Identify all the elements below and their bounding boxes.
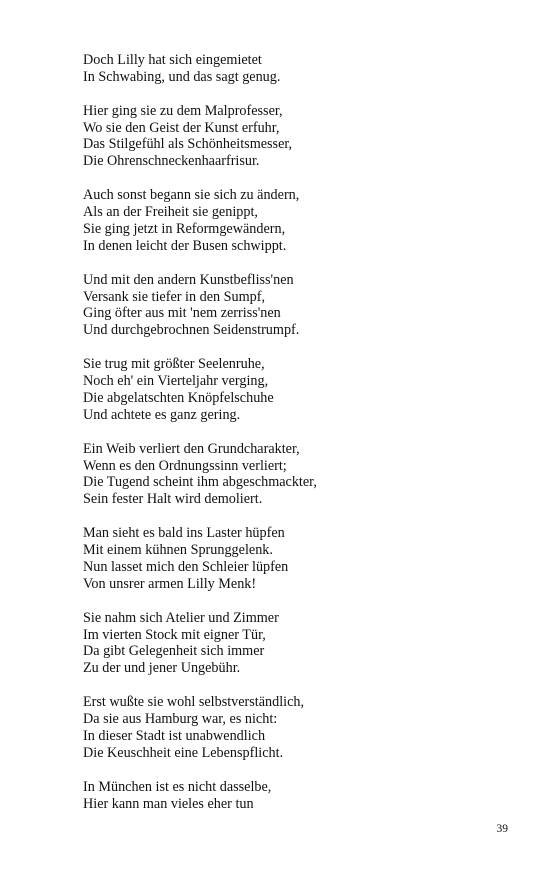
poem-line: Zu der und jener Ungebühr. <box>83 660 241 677</box>
poem-line: Sie ging jetzt in Reformgewändern, <box>83 220 286 237</box>
poem-line: Ging öfter aus mit 'nem zerriss'nen <box>83 305 281 322</box>
poem-line: Das Stilgefühl als Schönheitsmesser, <box>83 136 293 153</box>
poem-line: Sie trug mit größter Seelenruhe, <box>83 356 265 373</box>
poem-line: Sein fester Halt wird demoliert. <box>83 491 263 508</box>
poem-text <box>83 52 503 830</box>
poem-stanza <box>83 441 503 508</box>
poem-line: Und achtete es ganz gering. <box>83 406 241 423</box>
poem-line: Erst wußte sie wohl selbstverständlich, <box>83 694 305 711</box>
poem-line: Ein Weib verliert den Grundcharakter, <box>83 440 300 457</box>
poem-line: Und mit den andern Kunstbefliss'nen <box>83 271 294 288</box>
poem-line: Und durchgebrochnen Seidenstrumpf. <box>83 322 300 339</box>
poem-stanza <box>83 187 503 254</box>
poem-line: In denen leicht der Busen schwippt. <box>83 237 287 254</box>
poem-stanza <box>83 779 503 813</box>
poem-stanza <box>83 103 503 170</box>
poem-line: Die Tugend scheint ihm abgeschmackter, <box>83 474 317 491</box>
poem-line: Von unsrer armen Lilly Menk! <box>83 575 257 592</box>
poem-line: Doch Lilly hat sich eingemietet <box>83 52 262 68</box>
poem-line: Da sie aus Hamburg war, es nicht: <box>83 711 278 728</box>
poem-line: Mit einem kühnen Sprunggelenk. <box>83 542 273 559</box>
poem-line: Wo sie den Geist der Kunst erfuhr, <box>83 119 280 136</box>
poem-line: Hier kann man vieles eher tun <box>83 795 254 812</box>
poem-line: In München ist es nicht dasselbe, <box>83 778 272 795</box>
poem-stanza <box>83 356 503 423</box>
poem-line: Sie nahm sich Atelier und Zimmer <box>83 609 279 626</box>
poem-line: In Schwabing, und das sagt genug. <box>83 68 281 85</box>
poem-stanza <box>83 610 503 677</box>
poem-line: Man sieht es bald ins Laster hüpfen <box>83 525 285 542</box>
poem-line: Die Keuschheit eine Lebenspflicht. <box>83 744 284 761</box>
page-number: 39 <box>496 823 508 835</box>
poem-line: Als an der Freiheit sie genippt, <box>83 204 258 221</box>
poem-line: In dieser Stadt ist unabwendlich <box>83 727 266 744</box>
poem-line: Nun lasset mich den Schleier lüpfen <box>83 558 289 575</box>
poem-stanza <box>83 52 503 86</box>
poem-stanza <box>83 272 503 339</box>
poem-line: Da gibt Gelegenheit sich immer <box>83 643 265 660</box>
poem-stanza <box>83 694 503 761</box>
poem-line: Die Ohrenschneckenhaarfrisur. <box>83 153 260 170</box>
poem-stanza <box>83 525 503 592</box>
poem-line: Im vierten Stock mit eigner Tür, <box>83 626 266 643</box>
poem-line: Noch eh' ein Vierteljahr verging, <box>83 373 269 390</box>
poem-line: Hier ging sie zu dem Malprofesser, <box>83 102 283 119</box>
poem-line: Auch sonst begann sie sich zu ändern, <box>83 187 300 204</box>
poem-line: Versank sie tiefer in den Sumpf, <box>83 288 266 305</box>
poem-line: Wenn es den Ordnungssinn verliert; <box>83 457 287 474</box>
poem-line: Die abgelatschten Knöpfelschuhe <box>83 389 274 406</box>
